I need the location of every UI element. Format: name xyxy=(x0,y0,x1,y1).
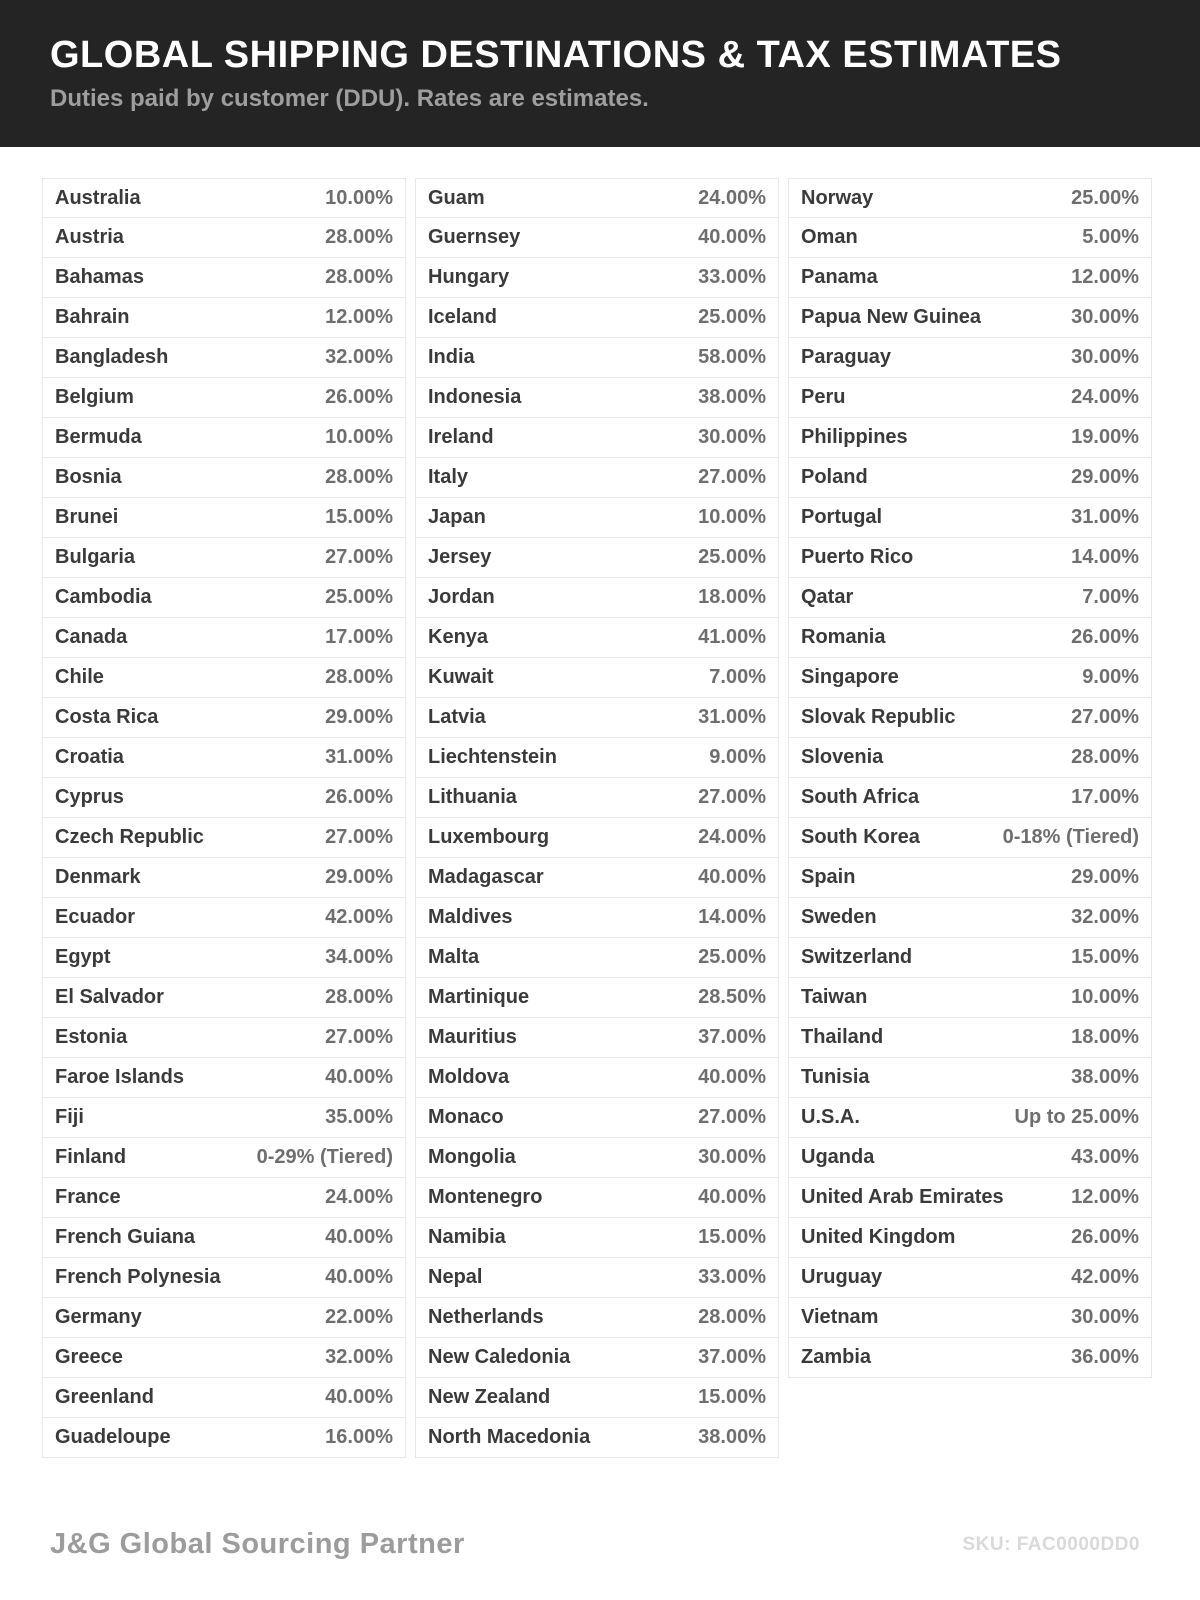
table-row xyxy=(415,1098,779,1138)
table-row xyxy=(415,418,779,458)
country-name: Mauritius xyxy=(428,1026,517,1048)
tax-rate: 42.00% xyxy=(325,906,393,928)
tax-rate: 27.00% xyxy=(325,826,393,848)
country-name: Montenegro xyxy=(428,1186,543,1208)
country-name: Luxembourg xyxy=(428,826,550,848)
table-row xyxy=(415,1018,779,1058)
tax-rate: 15.00% xyxy=(698,1386,766,1408)
table-row xyxy=(415,738,779,778)
country-name: Faroe Islands xyxy=(55,1066,184,1088)
country-name: Malta xyxy=(428,946,480,968)
table-row xyxy=(415,658,779,698)
table-row xyxy=(415,1298,779,1338)
country-name: Cambodia xyxy=(55,586,152,608)
tax-rate: 30.00% xyxy=(1071,306,1139,328)
table-row xyxy=(42,1018,406,1058)
table-row xyxy=(42,378,406,418)
tax-rate: 27.00% xyxy=(698,466,766,488)
table-row xyxy=(415,818,779,858)
country-name: Zambia xyxy=(801,1346,872,1368)
tax-rate: 28.50% xyxy=(698,986,766,1008)
table-row xyxy=(415,698,779,738)
table-row xyxy=(415,1058,779,1098)
tax-rate: 7.00% xyxy=(1082,586,1139,608)
tax-rate: 28.00% xyxy=(698,1306,766,1328)
country-name: Bulgaria xyxy=(55,546,136,568)
table-row xyxy=(42,938,406,978)
tax-rate: 24.00% xyxy=(698,186,766,209)
table-row xyxy=(415,538,779,578)
tax-rate: 40.00% xyxy=(698,1186,766,1208)
tax-rate: 17.00% xyxy=(1071,786,1139,808)
country-name: Tunisia xyxy=(801,1066,870,1088)
table-row xyxy=(415,258,779,298)
country-name: Iceland xyxy=(428,306,497,328)
page-header xyxy=(0,0,1200,147)
table-row xyxy=(788,458,1152,498)
country-name: Latvia xyxy=(428,706,486,728)
table-row xyxy=(415,1418,779,1458)
tax-rate: 10.00% xyxy=(325,186,393,209)
country-name: India xyxy=(428,346,475,368)
tax-rate: 0-29% (Tiered) xyxy=(256,1146,393,1168)
country-name: Monaco xyxy=(428,1106,504,1128)
table-row xyxy=(415,378,779,418)
table-row xyxy=(788,1138,1152,1178)
table-row xyxy=(42,978,406,1018)
tax-rate: 31.00% xyxy=(325,746,393,768)
country-name: Martinique xyxy=(428,986,530,1008)
country-name: Brunei xyxy=(55,506,119,528)
tax-rate: 14.00% xyxy=(698,906,766,928)
country-name: Switzerland xyxy=(801,946,913,968)
tax-rate: 33.00% xyxy=(698,1266,766,1288)
tax-rate: 38.00% xyxy=(1071,1066,1139,1088)
tax-rate: 40.00% xyxy=(698,1066,766,1088)
country-name: Greenland xyxy=(55,1386,154,1408)
country-name: Oman xyxy=(801,226,858,248)
country-name: Cyprus xyxy=(55,786,124,808)
tax-rate: 38.00% xyxy=(698,386,766,408)
tax-rate: 38.00% xyxy=(698,1426,766,1448)
country-name: Finland xyxy=(55,1146,127,1168)
table-row xyxy=(788,1218,1152,1258)
country-name: Maldives xyxy=(428,906,513,928)
table-row xyxy=(42,218,406,258)
tax-rate: 32.00% xyxy=(325,346,393,368)
tax-rate: 9.00% xyxy=(1082,666,1139,688)
table-row xyxy=(788,258,1152,298)
country-name: Slovenia xyxy=(801,746,884,768)
tax-rate: 32.00% xyxy=(1071,906,1139,928)
table-row xyxy=(788,1258,1152,1298)
country-name: Bermuda xyxy=(55,426,142,448)
country-name: Chile xyxy=(55,666,104,688)
country-name: Costa Rica xyxy=(55,706,159,728)
table-row xyxy=(415,178,779,218)
country-name: Moldova xyxy=(428,1066,510,1088)
tax-rate: 40.00% xyxy=(698,226,766,248)
tax-rate: 15.00% xyxy=(698,1226,766,1248)
country-name: Guam xyxy=(428,186,485,209)
tax-rate: 27.00% xyxy=(698,1106,766,1128)
country-name: Poland xyxy=(801,466,868,488)
table-row xyxy=(42,898,406,938)
tax-rate: 27.00% xyxy=(1071,706,1139,728)
page-footer xyxy=(50,1528,1140,1561)
country-name: Uruguay xyxy=(801,1266,883,1288)
country-name: France xyxy=(55,1186,121,1208)
table-row xyxy=(415,1378,779,1418)
country-name: Spain xyxy=(801,866,856,888)
tax-rate: 27.00% xyxy=(325,546,393,568)
table-row xyxy=(788,1058,1152,1098)
tax-rate: 25.00% xyxy=(698,306,766,328)
tax-rate: 28.00% xyxy=(325,466,393,488)
table-row xyxy=(788,738,1152,778)
table-row xyxy=(415,298,779,338)
tax-rate: 7.00% xyxy=(709,666,766,688)
tax-rate: Up to 25.00% xyxy=(1014,1106,1139,1128)
country-name: Austria xyxy=(55,226,124,248)
tax-rate: 26.00% xyxy=(1071,626,1139,648)
country-name: Paraguay xyxy=(801,346,892,368)
table-row xyxy=(415,1138,779,1178)
table-row xyxy=(42,1138,406,1178)
table-row xyxy=(788,418,1152,458)
tax-rate: 28.00% xyxy=(325,666,393,688)
tax-rate: 40.00% xyxy=(325,1226,393,1248)
table-row xyxy=(415,218,779,258)
tax-rate: 27.00% xyxy=(698,786,766,808)
tax-rate: 16.00% xyxy=(325,1426,393,1448)
tax-rate: 26.00% xyxy=(1071,1226,1139,1248)
country-name: New Caledonia xyxy=(428,1346,571,1368)
table-row xyxy=(788,978,1152,1018)
tax-rate: 34.00% xyxy=(325,946,393,968)
table-row xyxy=(788,858,1152,898)
table-row xyxy=(415,458,779,498)
tax-rate: 29.00% xyxy=(325,706,393,728)
country-name: Romania xyxy=(801,626,886,648)
table-row xyxy=(42,1098,406,1138)
table-row xyxy=(415,1258,779,1298)
country-name: U.S.A. xyxy=(801,1106,860,1128)
table-row xyxy=(42,1338,406,1378)
tax-rate: 15.00% xyxy=(1071,946,1139,968)
tax-rate: 25.00% xyxy=(325,586,393,608)
tax-rate: 5.00% xyxy=(1082,226,1139,248)
tax-rate: 12.00% xyxy=(1071,1186,1139,1208)
country-name: Netherlands xyxy=(428,1306,544,1328)
table-row xyxy=(415,1178,779,1218)
country-name: Ireland xyxy=(428,426,494,448)
tax-rate: 43.00% xyxy=(1071,1146,1139,1168)
country-name: Nepal xyxy=(428,1266,483,1288)
table-row xyxy=(42,1178,406,1218)
country-name: Bahamas xyxy=(55,266,144,288)
table-row xyxy=(788,338,1152,378)
country-name: South Africa xyxy=(801,786,920,808)
table-column-2 xyxy=(415,178,779,1458)
country-name: Estonia xyxy=(55,1026,128,1048)
table-row xyxy=(42,738,406,778)
table-row xyxy=(788,778,1152,818)
country-name: Australia xyxy=(55,186,141,209)
country-name: Singapore xyxy=(801,666,899,688)
brand-name: J&G Global Sourcing Partner xyxy=(50,1528,465,1560)
tax-rate: 40.00% xyxy=(325,1386,393,1408)
table-row xyxy=(42,658,406,698)
country-name: Lithuania xyxy=(428,786,517,808)
country-name: Bahrain xyxy=(55,306,130,328)
table-row xyxy=(415,778,779,818)
country-name: Jordan xyxy=(428,586,495,608)
tax-rate: 24.00% xyxy=(698,826,766,848)
table-row xyxy=(788,1098,1152,1138)
tax-rate: 12.00% xyxy=(1071,266,1139,288)
table-row xyxy=(788,898,1152,938)
tax-rate: 30.00% xyxy=(1071,346,1139,368)
sku-label: SKU: FAC0000DD0 xyxy=(962,1533,1140,1555)
table-row xyxy=(788,578,1152,618)
tax-rate: 25.00% xyxy=(1071,186,1139,209)
table-row xyxy=(42,1418,406,1458)
tax-rate: 33.00% xyxy=(698,266,766,288)
country-name: Papua New Guinea xyxy=(801,306,982,328)
country-name: Belgium xyxy=(55,386,134,408)
table-row xyxy=(415,618,779,658)
tax-rate: 17.00% xyxy=(325,626,393,648)
tax-rate: 32.00% xyxy=(325,1346,393,1368)
tax-rate: 35.00% xyxy=(325,1106,393,1128)
tax-rate: 41.00% xyxy=(698,626,766,648)
tax-rate: 29.00% xyxy=(1071,866,1139,888)
tax-rate: 28.00% xyxy=(1071,746,1139,768)
country-name: Kenya xyxy=(428,626,489,648)
country-name: Ecuador xyxy=(55,906,136,928)
tax-rate: 10.00% xyxy=(325,426,393,448)
tax-rate: 0-18% (Tiered) xyxy=(1002,826,1139,848)
tax-rate: 12.00% xyxy=(325,306,393,328)
tax-rate: 26.00% xyxy=(325,786,393,808)
table-row xyxy=(42,618,406,658)
country-name: Taiwan xyxy=(801,986,868,1008)
tax-rate: 14.00% xyxy=(1071,546,1139,568)
tax-rate: 22.00% xyxy=(325,1306,393,1328)
country-name: Fiji xyxy=(55,1106,84,1128)
table-row xyxy=(788,178,1152,218)
country-name: Liechtenstein xyxy=(428,746,557,768)
tax-rate-table xyxy=(42,178,1152,1458)
country-name: Mongolia xyxy=(428,1146,516,1168)
country-name: Jersey xyxy=(428,546,492,568)
country-name: Egypt xyxy=(55,946,111,968)
country-name: Germany xyxy=(55,1306,142,1328)
country-name: Portugal xyxy=(801,506,883,528)
table-row xyxy=(788,378,1152,418)
country-name: United Arab Emirates xyxy=(801,1186,1004,1208)
tax-rate: 19.00% xyxy=(1071,426,1139,448)
country-name: Indonesia xyxy=(428,386,522,408)
tax-rate: 24.00% xyxy=(325,1186,393,1208)
tax-rate: 28.00% xyxy=(325,226,393,248)
table-row xyxy=(788,538,1152,578)
tax-rate: 28.00% xyxy=(325,266,393,288)
tax-rate: 10.00% xyxy=(698,506,766,528)
table-row xyxy=(42,1298,406,1338)
table-row xyxy=(42,1218,406,1258)
tax-rate: 29.00% xyxy=(325,866,393,888)
page-subtitle: Duties paid by customer (DDU). Rates are estimates. xyxy=(50,84,649,112)
table-row xyxy=(788,818,1152,858)
table-row xyxy=(788,1178,1152,1218)
table-row xyxy=(42,338,406,378)
tax-rate: 40.00% xyxy=(698,866,766,888)
tax-rate: 31.00% xyxy=(698,706,766,728)
table-row xyxy=(415,338,779,378)
table-row xyxy=(415,938,779,978)
country-name: Canada xyxy=(55,626,128,648)
table-row xyxy=(415,898,779,938)
tax-rate: 28.00% xyxy=(325,986,393,1008)
country-name: New Zealand xyxy=(428,1386,551,1408)
table-row xyxy=(788,658,1152,698)
country-name: South Korea xyxy=(801,826,920,848)
table-row xyxy=(415,1338,779,1378)
table-column-3 xyxy=(788,178,1152,1378)
tax-rate: 42.00% xyxy=(1071,1266,1139,1288)
country-name: Guadeloupe xyxy=(55,1426,171,1448)
tax-rate: 40.00% xyxy=(325,1066,393,1088)
table-row xyxy=(42,498,406,538)
tax-rate: 26.00% xyxy=(325,386,393,408)
table-row xyxy=(42,258,406,298)
table-row xyxy=(415,1218,779,1258)
tax-rate: 25.00% xyxy=(698,946,766,968)
tax-rate: 15.00% xyxy=(325,506,393,528)
tax-rate: 9.00% xyxy=(709,746,766,768)
tax-rate: 24.00% xyxy=(1071,386,1139,408)
country-name: Bosnia xyxy=(55,466,122,488)
table-row xyxy=(788,218,1152,258)
table-row xyxy=(42,698,406,738)
page-title: GLOBAL SHIPPING DESTINATIONS & TAX ESTIMATES xyxy=(50,34,1062,76)
country-name: Puerto Rico xyxy=(801,546,914,568)
country-name: Vietnam xyxy=(801,1306,879,1328)
tax-rate: 18.00% xyxy=(698,586,766,608)
country-name: Norway xyxy=(801,186,874,209)
table-row xyxy=(788,938,1152,978)
tax-rate: 30.00% xyxy=(698,1146,766,1168)
country-name: French Guiana xyxy=(55,1226,196,1248)
table-row xyxy=(415,578,779,618)
country-name: Guernsey xyxy=(428,226,521,248)
tax-rate: 37.00% xyxy=(698,1026,766,1048)
tax-rate: 30.00% xyxy=(1071,1306,1139,1328)
country-name: North Macedonia xyxy=(428,1426,591,1448)
table-row xyxy=(42,1378,406,1418)
country-name: Japan xyxy=(428,506,486,528)
table-row xyxy=(42,858,406,898)
country-name: Uganda xyxy=(801,1146,875,1168)
tax-rate: 58.00% xyxy=(698,346,766,368)
table-column-1 xyxy=(42,178,406,1458)
country-name: United Kingdom xyxy=(801,1226,956,1248)
table-row xyxy=(415,978,779,1018)
table-row xyxy=(42,418,406,458)
table-row xyxy=(42,818,406,858)
table-row xyxy=(415,498,779,538)
country-name: Czech Republic xyxy=(55,826,204,848)
country-name: Namibia xyxy=(428,1226,506,1248)
tax-rate: 18.00% xyxy=(1071,1026,1139,1048)
tax-rate: 29.00% xyxy=(1071,466,1139,488)
table-row xyxy=(788,298,1152,338)
country-name: Greece xyxy=(55,1346,123,1368)
tax-rate: 25.00% xyxy=(698,546,766,568)
country-name: Madagascar xyxy=(428,866,544,888)
country-name: French Polynesia xyxy=(55,1266,221,1288)
country-name: Thailand xyxy=(801,1026,884,1048)
table-row xyxy=(42,178,406,218)
table-row xyxy=(788,498,1152,538)
country-name: Philippines xyxy=(801,426,908,448)
table-row xyxy=(42,298,406,338)
country-name: Hungary xyxy=(428,266,510,288)
tax-rate: 30.00% xyxy=(698,426,766,448)
country-name: Panama xyxy=(801,266,878,288)
tax-rate: 10.00% xyxy=(1071,986,1139,1008)
table-row xyxy=(42,778,406,818)
country-name: Kuwait xyxy=(428,666,494,688)
tax-rate: 36.00% xyxy=(1071,1346,1139,1368)
table-row xyxy=(42,538,406,578)
table-row xyxy=(42,1258,406,1298)
tax-rate: 40.00% xyxy=(325,1266,393,1288)
country-name: El Salvador xyxy=(55,986,164,1008)
country-name: Italy xyxy=(428,466,469,488)
table-row xyxy=(788,698,1152,738)
tax-rate: 27.00% xyxy=(325,1026,393,1048)
tax-rate: 31.00% xyxy=(1071,506,1139,528)
table-row xyxy=(415,858,779,898)
table-row xyxy=(788,1338,1152,1378)
country-name: Qatar xyxy=(801,586,854,608)
country-name: Bangladesh xyxy=(55,346,169,368)
table-row xyxy=(42,578,406,618)
tax-rate: 37.00% xyxy=(698,1346,766,1368)
country-name: Denmark xyxy=(55,866,141,888)
country-name: Slovak Republic xyxy=(801,706,956,728)
table-row xyxy=(788,1018,1152,1058)
table-row xyxy=(788,618,1152,658)
table-row xyxy=(42,1058,406,1098)
country-name: Croatia xyxy=(55,746,124,768)
country-name: Peru xyxy=(801,386,846,408)
table-row xyxy=(788,1298,1152,1338)
country-name: Sweden xyxy=(801,906,877,928)
table-row xyxy=(42,458,406,498)
